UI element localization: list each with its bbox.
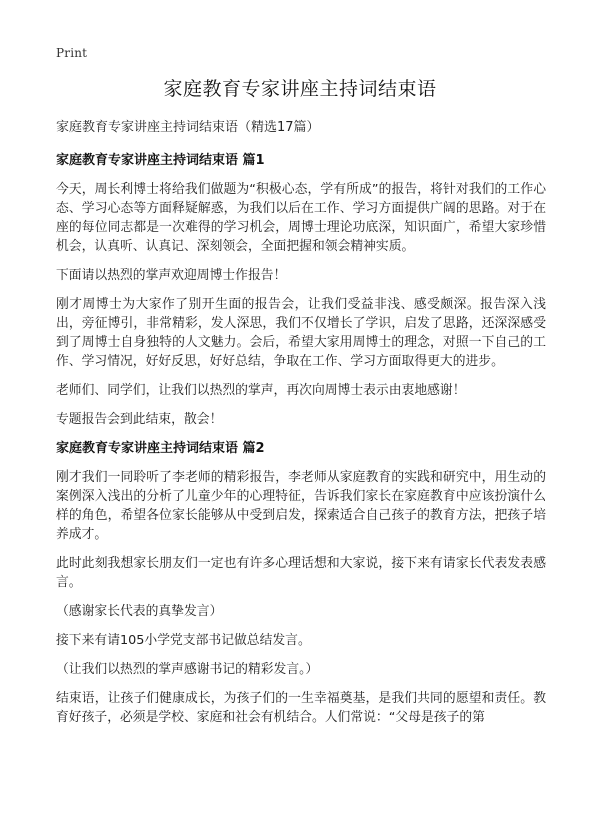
paragraph: （让我们以热烈的掌声感谢书记的精彩发言。）	[56, 662, 319, 677]
section-heading: 家庭教育专家讲座主持词结束语 篇1	[56, 153, 265, 168]
paragraph: 今天，周长利博士将给我们做题为“积极心态，学有所成”的报告，将针对我们的工作心态、学习心态等方面释疑解惑，为我们以后在工作、学习方面提供广阔的思路。对于在座的每位同志都是一次难得的学习机会，周博士理论功底深，知识面广，希望大家珍惜机会，认真听、认真记、深刻领会，全面把握和领会精神实质。	[56, 182, 546, 254]
print-label: Print	[56, 46, 88, 60]
paragraph: 刚才周博士为大家作了别开生面的报告会，让我们受益非浅、感受颇深。报告深入浅出，旁征博引，非常精彩，发人深思，我们不仅增长了学识，启发了思路，还深深感受到了周博士自身独特的人文魅力。会后，希望大家用周博士的理念，对照一下自己的工作、学习情况，好好反思，好好总结，争取在工作、学习方面取得更大的进步。	[56, 297, 546, 369]
paragraph: 老师们、同学们，让我们以热烈的掌声，再次向周博士表示由衷地感谢！	[56, 383, 466, 398]
section-heading: 家庭教育专家讲座主持词结束语 篇2	[56, 441, 265, 456]
paragraph: 刚才我们一同聆听了李老师的精彩报告，李老师从家庭教育的实践和研究中，用生动的案例深入浅出的分析了儿童少年的心理特征，告诉我们家长在家庭教育中应该扮演什么样的角色，希望各位家长能够从中受到启发，探索适合自己孩子的教育方法，把孩子培养成才。	[56, 470, 546, 542]
paragraph: 结束语，让孩子们健康成长，为孩子们的一生幸福奠基，是我们共同的愿望和责任。教育好孩子，必须是学校、家庭和社会有机结合。人们常说：“父母是孩子的第	[56, 691, 546, 725]
document-title: 家庭教育专家讲座主持词结束语	[163, 78, 437, 100]
paragraph: 专题报告会到此结束，散会！	[56, 412, 223, 427]
document-subtitle: 家庭教育专家讲座主持词结束语（精选17篇）	[56, 120, 320, 135]
section-1	[56, 151, 546, 429]
paragraph: （感谢家长代表的真挚发言）	[56, 604, 223, 619]
paragraph: 接下来有请105小学党支部书记做总结发言。	[56, 633, 311, 648]
section-2	[56, 439, 546, 727]
paragraph: 此时此刻我想家长朋友们一定也有许多心理话想和大家说，接下来有请家长代表发表感言。	[56, 556, 546, 590]
document-body	[56, 118, 546, 737]
paragraph: 下面请以热烈的掌声欢迎周博士作报告！	[56, 268, 287, 283]
